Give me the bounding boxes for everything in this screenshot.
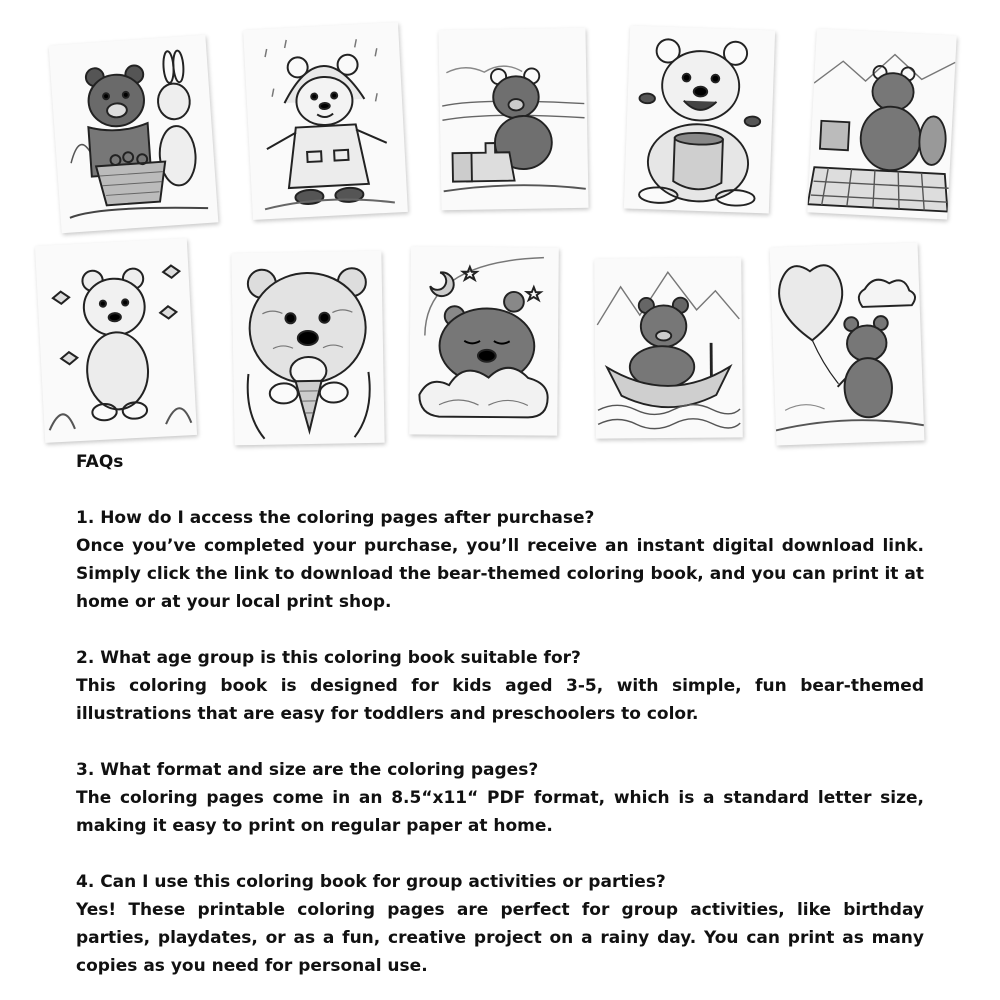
- faq-answer: Once you’ve completed your purchase, you’ll receive an instant digital download link. Simply click the link to download the bear-themed coloring book, and you can print it at home or at your local print shop.: [76, 536, 924, 612]
- faq-item: [76, 756, 924, 840]
- coloring-page-bear-heart-balloon: [770, 242, 925, 445]
- faq-item: [76, 504, 924, 616]
- coloring-page-bear-butterflies: [35, 238, 197, 443]
- coloring-page-gallery: [0, 0, 1000, 450]
- faq-item: [76, 644, 924, 728]
- coloring-page-bear-sleeping-cloud: [409, 246, 559, 435]
- faq-answer: The coloring pages come in an 8.5“x11“ PDF format, which is a standard letter size, making it easy to print on regular paper at home.: [76, 788, 924, 836]
- coloring-page-bear-boat: [594, 257, 743, 438]
- faq-question: 4. Can I use this coloring book for group activities or parties?: [76, 872, 666, 892]
- faq-section: [76, 448, 924, 980]
- faq-title: FAQs: [76, 452, 124, 472]
- coloring-page-bear-ice-cream: [231, 251, 384, 446]
- faq-question: 1. How do I access the coloring pages after purchase?: [76, 508, 595, 528]
- faq-question: 2. What age group is this coloring book suitable for?: [76, 648, 581, 668]
- coloring-page-bears-picnic: [807, 28, 956, 219]
- coloring-page-bear-sandcastle: [438, 28, 588, 211]
- faq-question: 3. What format and size are the coloring pages?: [76, 760, 539, 780]
- faq-answer: Yes! These printable coloring pages are perfect for group activities, like birthday parties, playdates, or as a fun, creative project on a rainy day. You can print as many copies as you need for personal use.: [76, 900, 924, 976]
- faq-item: [76, 868, 924, 980]
- coloring-page-bear-raincoat: [243, 22, 408, 220]
- coloring-page-bear-honey-pot: [624, 26, 775, 214]
- faq-answer: This coloring book is designed for kids aged 3-5, with simple, fun bear-themed illustrations that are easy for toddlers and preschoolers to color.: [76, 676, 924, 724]
- coloring-page-bear-rabbit-basket: [49, 35, 219, 233]
